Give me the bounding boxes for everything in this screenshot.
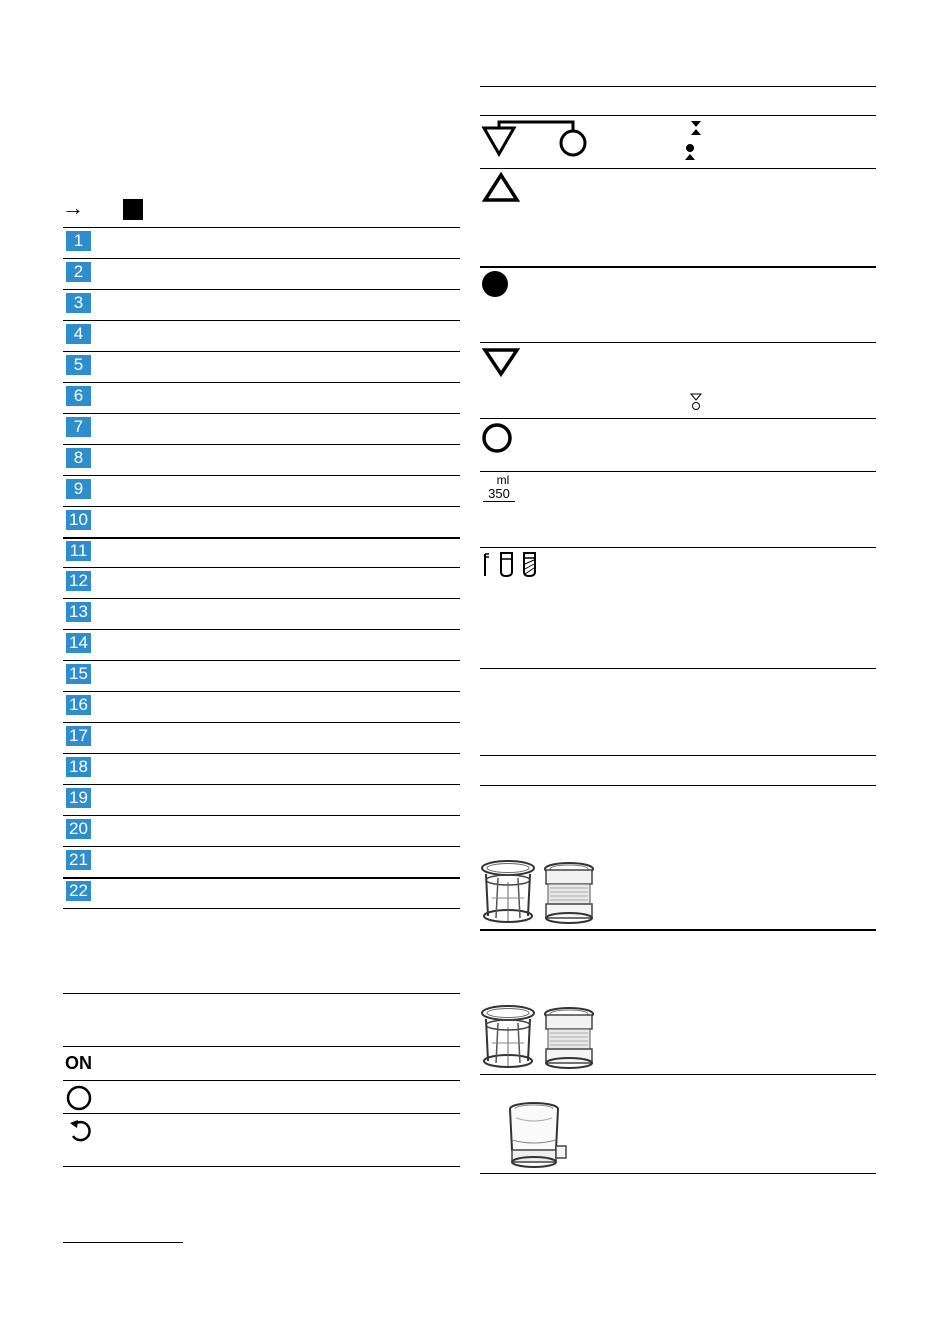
- table-line: [480, 168, 876, 169]
- part-number-badge: 11: [66, 541, 91, 561]
- part-number-badge: 8: [66, 448, 91, 468]
- table-line: [480, 929, 876, 931]
- table-line: [63, 877, 460, 879]
- triangle-down-icon: [481, 346, 521, 378]
- footnote-rule: [63, 1242, 183, 1243]
- table-line: [63, 660, 460, 661]
- glass-fill-levels-icon: [481, 550, 541, 578]
- part-number-badge: 3: [66, 293, 91, 313]
- on-button-label: ON: [65, 1053, 92, 1073]
- table-line: [480, 471, 876, 472]
- part-number-badge: 18: [66, 757, 91, 777]
- juice-container-image: [504, 1100, 570, 1170]
- table-line: [480, 785, 876, 786]
- lever-open-small-icon: [690, 393, 702, 411]
- table-line: [63, 413, 460, 414]
- table-line: [63, 815, 460, 816]
- open-position-icon: [684, 143, 696, 161]
- triangle-up-icon: [481, 172, 521, 204]
- table-line: [480, 547, 876, 548]
- table-line: [63, 537, 460, 539]
- coarse-strainer-image: [478, 1003, 540, 1071]
- part-number-badge: 22: [66, 881, 91, 901]
- table-line: [480, 668, 876, 669]
- table-line: [63, 506, 460, 507]
- table-line: [480, 1173, 876, 1174]
- table-line: [63, 567, 460, 568]
- part-number-badge: 15: [66, 664, 91, 684]
- part-number-badge: 6: [66, 386, 91, 406]
- table-line: [63, 753, 460, 754]
- table-line: [63, 320, 460, 321]
- table-line: [63, 908, 460, 909]
- part-number-badge: 19: [66, 788, 91, 808]
- table-line: [63, 722, 460, 723]
- part-number-badge: 13: [66, 602, 91, 622]
- table-line: [480, 86, 876, 87]
- part-number-badge: 9: [66, 479, 91, 499]
- part-number-badge: 14: [66, 633, 91, 653]
- scale-value: 350: [483, 487, 515, 502]
- table-line: [63, 993, 460, 994]
- table-line: [480, 418, 876, 419]
- lever-close-open-icon: [481, 117, 591, 159]
- table-line: [480, 1074, 876, 1075]
- table-line: [63, 444, 460, 445]
- table-line: [480, 266, 876, 268]
- fine-strainer-image: [542, 860, 598, 926]
- table-line: [63, 691, 460, 692]
- table-line: [63, 289, 460, 290]
- table-line: [63, 382, 460, 383]
- fine-strainer-image: [542, 1005, 598, 1071]
- part-number-badge: 21: [66, 850, 91, 870]
- part-number-badge: 1: [66, 231, 91, 251]
- table-line: [63, 475, 460, 476]
- table-line: [63, 629, 460, 630]
- table-line: [63, 846, 460, 847]
- table-line: [63, 598, 460, 599]
- arrow-glyph: →: [62, 195, 84, 220]
- table-line: [63, 258, 460, 259]
- part-number-badge: 16: [66, 695, 91, 715]
- part-number-badge: 10: [66, 510, 91, 530]
- circle-outline-icon: [481, 422, 513, 454]
- table-line: [63, 351, 460, 352]
- part-number-badge: 2: [66, 262, 91, 282]
- filled-circle-icon: [481, 270, 511, 300]
- measuring-scale-icon: [483, 474, 515, 502]
- table-line: [63, 1113, 460, 1114]
- scale-unit: ml: [496, 473, 510, 487]
- table-line: [480, 342, 876, 343]
- part-number-badge: 7: [66, 417, 91, 437]
- part-number-badge: 4: [66, 324, 91, 344]
- table-line: [63, 1080, 460, 1081]
- closed-position-icon: [690, 120, 702, 136]
- part-number-badge: 20: [66, 819, 91, 839]
- reverse-arrow-icon: [66, 1118, 94, 1146]
- black-square-icon: [123, 199, 143, 220]
- part-number-badge: 12: [66, 571, 91, 591]
- table-line: [63, 1166, 460, 1167]
- part-number-badge: 17: [66, 726, 91, 746]
- coarse-strainer-image: [478, 858, 540, 926]
- table-line: [63, 784, 460, 785]
- circle-outline-icon: [66, 1085, 92, 1111]
- table-line: [480, 755, 876, 756]
- table-line: [63, 227, 460, 228]
- table-line: [63, 1046, 460, 1047]
- part-number-badge: 5: [66, 355, 91, 375]
- table-line: [480, 115, 876, 116]
